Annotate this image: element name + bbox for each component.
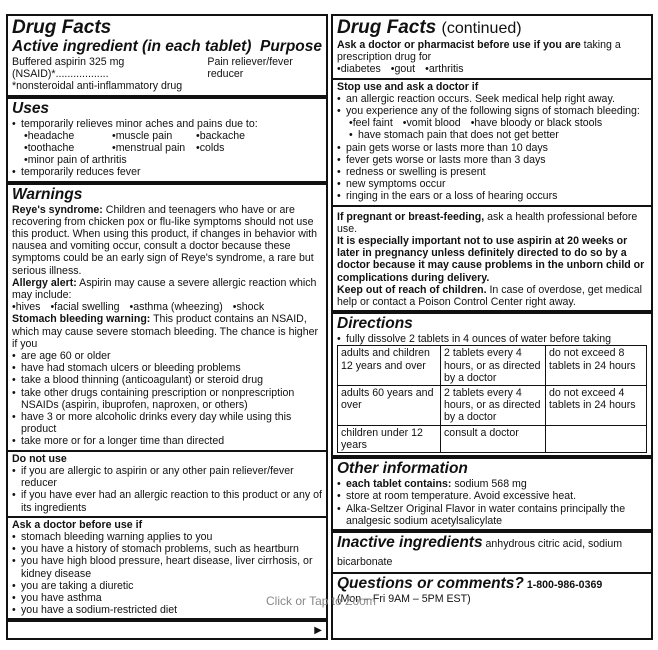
warnings-section [8, 185, 326, 452]
pregnancy-section [333, 207, 651, 315]
ask-doctor-heading: Ask a doctor before use if [12, 518, 143, 531]
table-cell: do not exceed 8 tablets in 24 hours [546, 346, 647, 386]
ask-pharmacist-items [337, 63, 647, 75]
uses-item: • colds [196, 142, 256, 154]
list-item: • vomit blood [403, 117, 461, 129]
continue-arrow-icon[interactable]: ▶ [314, 625, 322, 636]
purpose-heading: Purpose [259, 38, 322, 55]
drug-facts-right-panel [331, 14, 653, 640]
bleed-list [12, 350, 322, 448]
uses-item: • minor pain of arthritis [24, 154, 256, 166]
uses-section [8, 99, 326, 185]
uses-fever: • temporarily reduces fever [12, 166, 322, 178]
list-item: • gout [391, 63, 415, 75]
ingredient-text: Buffered aspirin 325 mg (NSAID)* [12, 56, 125, 81]
list-item: • feel faint [349, 117, 393, 129]
table-row [338, 346, 647, 386]
uses-items-grid [12, 130, 322, 167]
inactive-ingredients-text: anhydrous citric acid, sodium bicarbonate [337, 537, 623, 568]
allergy-item: • hives [12, 301, 40, 313]
list-item: • if you have ever had an allergic reaction to this product or any of its ingredients [12, 489, 322, 513]
list-item: • have 3 or more alcoholic drinks every day while using this product [12, 411, 322, 435]
list-item: • fever gets worse or lasts more than 3 days [337, 154, 647, 166]
reye-label: Reye's syndrome: [12, 203, 103, 216]
list-item: • arthritis [425, 63, 463, 75]
table-cell: 2 tablets every 4 hours, or as directed by a doctor [441, 386, 546, 426]
uses-intro: • temporarily relieves minor aches and pains due to: [12, 118, 322, 130]
table-cell: adults 60 years and over [338, 386, 441, 426]
table-cell: 2 tablets every 4 hours, or as directed by a doctor [441, 346, 546, 386]
purpose-text: Pain reliever/fever reducer [207, 56, 293, 81]
reye-text: Children and teenagers who have or are recovering from chicken pox or flu-like symptoms should not use this product. When using this product, if changes in behavior with nausea and vomiting occur, consult a doctor because these symptoms could be an early sign of Reye's syndrome, a rare but serious illness. [12, 203, 318, 277]
list-item: • take other drugs containing prescription or nonprescription NSAIDs (aspirin, ibuprofen, naproxen, or others) [12, 387, 322, 411]
list-item: • have had stomach ulcers or bleeding problems [12, 362, 322, 374]
bleed-text: This product contains an NSAID, which may cause severe stomach bleeding. The chance is higher if you [12, 313, 319, 350]
table-row [338, 425, 647, 452]
questions-section [333, 574, 651, 607]
pregnancy-label: If pregnant or breast-feeding, [337, 210, 485, 223]
list-item: • Alka-Seltzer Original Flavor in water contains principally the analgesic sodium acetylsalicylate [337, 503, 647, 527]
ask-pharmacist-label: Ask a doctor or pharmacist before use if you are [337, 39, 581, 51]
allergy-items [12, 301, 322, 313]
list-item: • new symptoms occur [337, 178, 647, 190]
stop-signs [337, 117, 647, 129]
ingredient-footnote: *nonsteroidal anti-inflammatory drug [12, 80, 183, 93]
drug-facts-title: Drug Facts [12, 17, 112, 38]
list-item: • an allergic reaction occurs. Seek medical help right away. [337, 93, 647, 105]
table-cell: adults and children 12 years and over [338, 346, 441, 386]
sodium-value: sodium 568 mg [451, 478, 527, 491]
list-item: • if you are allergic to aspirin or any other pain reliever/fever reducer [12, 465, 322, 489]
list-item: • store at room temperature. Avoid excessive heat. [337, 490, 647, 502]
warnings-heading: Warnings [12, 185, 83, 203]
list-item: • you experience any of the following signs of stomach bleeding: [337, 105, 647, 117]
directions-heading: Directions [337, 315, 413, 333]
drug-facts-left-panel [6, 14, 328, 640]
allergy-item: • shock [233, 301, 264, 313]
continued-label: (continued) [441, 20, 522, 37]
inactive-ingredients-heading: Inactive ingredients [337, 533, 483, 551]
list-item: • redness or swelling is present [337, 166, 647, 178]
phone-hours: (Mon – Fri 9AM – 5PM EST) [337, 592, 471, 605]
list-item: • ringing in the ears or a loss of hearing occurs [337, 190, 647, 202]
other-information-heading: Other information [337, 460, 468, 478]
list-item: • you have high blood pressure, heart disease, liver cirrhosis, or kidney disease [12, 555, 322, 579]
list-item: • take a blood thinning (anticoagulant) or steroid drug [12, 374, 322, 386]
ingredient-row [12, 56, 322, 80]
stop-use-section [333, 80, 651, 207]
directions-intro: • fully dissolve 2 tablets in 4 ounces of water before taking [337, 333, 647, 345]
table-cell: do not exceed 4 tablets in 24 hours [546, 386, 647, 426]
list-item: • have bloody or black stools [471, 117, 603, 129]
directions-table [337, 345, 647, 453]
uses-item: • toothache [24, 142, 112, 154]
other-information-section [333, 459, 651, 533]
uses-heading: Uses [12, 99, 50, 117]
list-item: • you have asthma [12, 592, 322, 604]
list-item: • you have a history of stomach problems, such as heartburn [12, 543, 322, 555]
sodium-label: each tablet contains: [346, 478, 452, 491]
ingredient-dots: .................. [55, 68, 109, 81]
ask-pharmacist-text: taking a prescription drug for [337, 39, 621, 64]
pregnancy-warning: It is especially important not to use aspirin at 20 weeks or later in pregnancy unless definitely directed to do so by a doctor because it may cause problems in the unborn child or complications during delivery. [337, 235, 645, 284]
allergy-label: Allergy alert: [12, 276, 77, 289]
pregnancy-text: ask a health professional before use. [337, 210, 638, 235]
allergy-item: • asthma (wheezing) [130, 301, 223, 313]
list-item: • take more or for a longer time than directed [12, 435, 322, 447]
active-ingredient-section [8, 16, 326, 99]
list-item: • pain gets worse or lasts more than 10 days [337, 142, 647, 154]
drug-facts-continued-title: Drug Facts [337, 17, 437, 38]
uses-item: • backache [196, 130, 256, 142]
list-item: • you are taking a diuretic [12, 580, 322, 592]
uses-item: • menstrual pain [112, 142, 196, 154]
keep-out-label: Keep out of reach of children. [337, 283, 487, 296]
zoom-hint-overlay[interactable]: Click or Tap to Zoom [266, 594, 376, 608]
list-item: • stomach bleeding warning applies to you [12, 531, 322, 543]
allergy-item: • facial swelling [50, 301, 119, 313]
list-item: • have stomach pain that does not get better [349, 129, 647, 141]
table-cell: children under 12 years [338, 425, 441, 452]
keep-out-text: In case of overdose, get medical help or contact a Poison Control Center right away. [337, 283, 642, 309]
do-not-use-heading: Do not use [12, 452, 67, 465]
do-not-use-section [8, 452, 326, 518]
active-ingredient-heading: Active ingredient (in each tablet) [12, 38, 252, 55]
uses-item: • muscle pain [112, 130, 196, 142]
ask-pharmacist-section [333, 16, 651, 80]
uses-item: • headache [24, 130, 112, 142]
table-cell [546, 425, 647, 452]
directions-section [333, 314, 651, 459]
bleed-label: Stomach bleeding warning: [12, 313, 151, 326]
list-item: • you have a sodium-restricted diet [12, 604, 322, 616]
stop-use-heading: Stop use and ask a doctor if [337, 80, 479, 93]
list-item: • are age 60 or older [12, 350, 322, 362]
questions-heading: Questions or comments? [337, 574, 524, 592]
table-cell: consult a doctor [441, 425, 546, 452]
phone-number[interactable]: 1-800-986-0369 [523, 578, 603, 591]
inactive-ingredients-section [333, 533, 651, 574]
allergy-text: Aspirin may cause a severe allergic reaction which may include: [12, 276, 317, 302]
list-item: • diabetes [337, 63, 381, 75]
table-row [338, 386, 647, 426]
